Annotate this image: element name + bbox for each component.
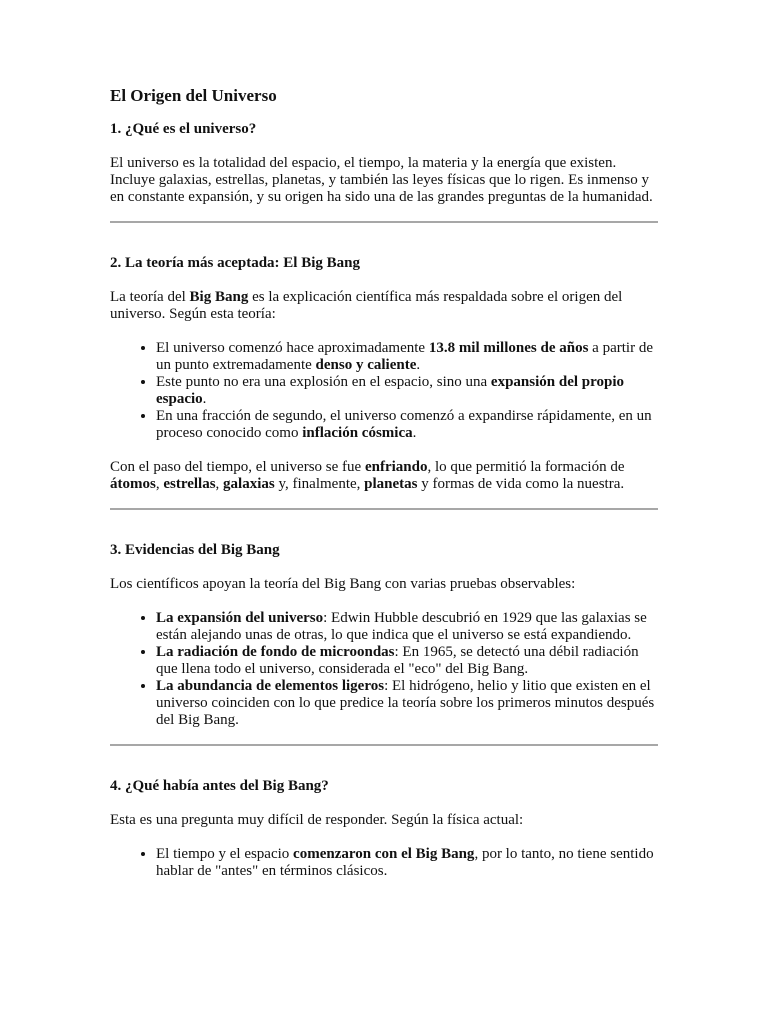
section-3-list [110, 610, 658, 729]
section-2-intro: La teoría del Big Bang es la explicación científica más respaldada sobre el origen del universo. Según esta teoría: [110, 289, 623, 322]
list-item: • El universo comenzó hace aproximadamente 13.8 mil millones de años a partir de un punto extremadamente denso y caliente. [156, 340, 658, 374]
list-item: • La expansión del universo: Edwin Hubble descubrió en 1929 que las galaxias se están alejando unas de otras, lo que indica que el universo se está expandiendo. [156, 610, 658, 644]
list-item: • Este punto no era una explosión en el espacio, sino una expansión del propio espacio. [156, 374, 658, 408]
section-1-heading: 1. ¿Qué es el universo? [110, 121, 257, 137]
section-3-heading: 3. Evidencias del Big Bang [110, 542, 280, 558]
section-1-paragraph: El universo es la totalidad del espacio, el tiempo, la materia y la energía que existen. Incluye galaxias, estrellas, planetas, y también las leyes físicas que lo rigen. Es inmenso y en constante expansión, y su origen ha sido una de las grandes preguntas de la humanidad. [110, 155, 653, 205]
list-item: • La abundancia de elementos ligeros: El hidrógeno, helio y litio que existen en el universo coinciden con lo que predice la teoría sobre los primeros minutos después del Big Bang. [156, 678, 658, 729]
list-item: • El tiempo y el espacio comenzaron con el Big Bang, por lo tanto, no tiene sentido hablar de "antes" en términos clásicos. [156, 846, 658, 880]
document-title: El Origen del Universo [110, 86, 277, 105]
list-item: • En una fracción de segundo, el universo comenzó a expandirse rápidamente, en un proceso conocido como inflación cósmica. [156, 408, 658, 442]
document-page [110, 86, 658, 880]
section-2-closing: Con el paso del tiempo, el universo se fue enfriando, lo que permitió la formación de átomos, estrellas, galaxias y, finalmente, planetas y formas de vida como la nuestra. [110, 459, 625, 492]
list-item: • La radiación de fondo de microondas: En 1965, se detectó una débil radiación que llena todo el universo, considerada el "eco" del Big Bang. [156, 644, 658, 678]
section-4-heading: 4. ¿Qué había antes del Big Bang? [110, 778, 329, 794]
section-3-intro: Los científicos apoyan la teoría del Big Bang con varias pruebas observables: [110, 576, 576, 592]
section-4-intro: Esta es una pregunta muy difícil de responder. Según la física actual: [110, 812, 524, 828]
section-2-list [110, 340, 658, 442]
section-2-heading: 2. La teoría más aceptada: El Big Bang [110, 255, 360, 271]
section-4-list [110, 846, 658, 880]
